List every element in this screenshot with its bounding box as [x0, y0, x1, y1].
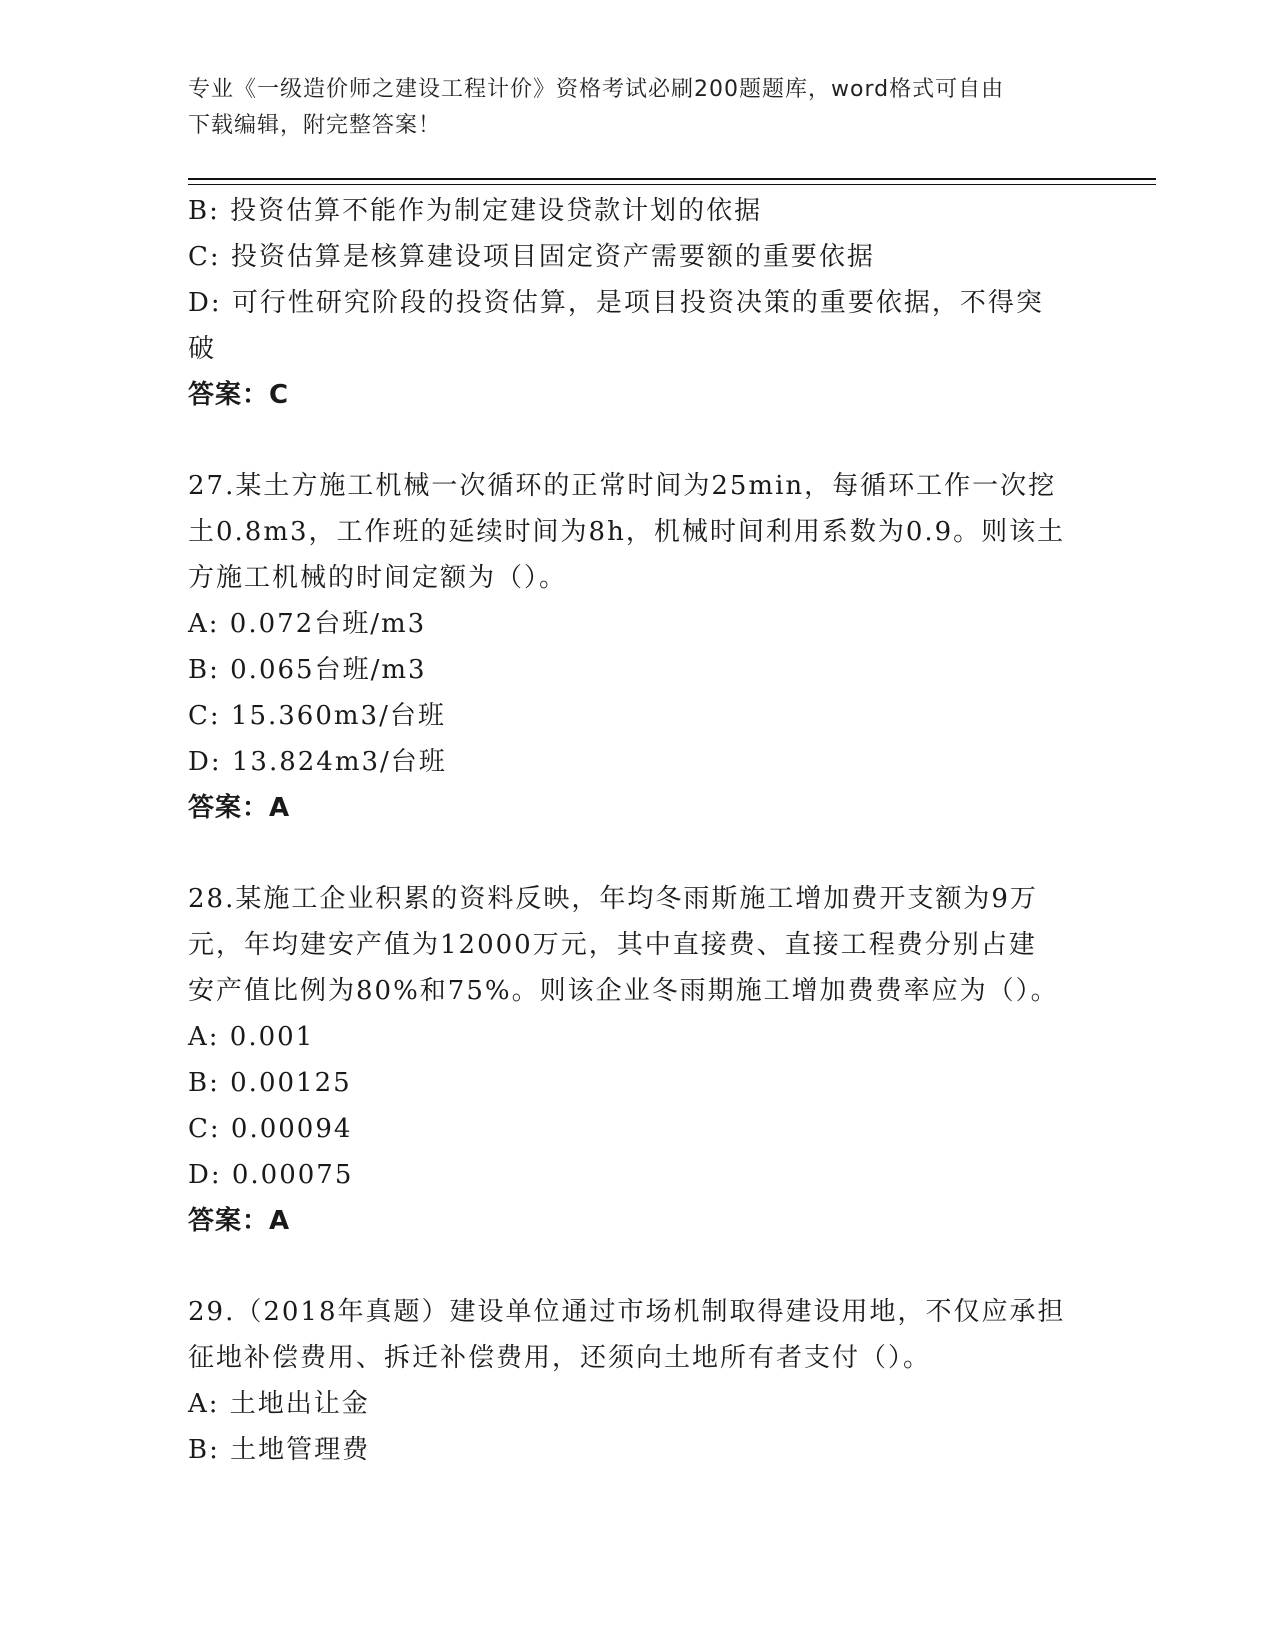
question-stem-line: 29.（2018年真题）建设单位通过市场机制取得建设用地，不仅应承担 [188, 1297, 1066, 1327]
header-divider-thick [188, 178, 1156, 180]
option-line: B: 土地管理费 [188, 1435, 371, 1465]
question-27 [188, 463, 1088, 831]
option-line: D: 可行性研究阶段的投资估算，是项目投资决策的重要依据，不得突 [188, 288, 1044, 318]
question-28 [188, 876, 1088, 1244]
question-stem-line: 安产值比例为80%和75%。则该企业冬雨期施工增加费费率应为（）。 [188, 976, 1059, 1006]
question-stem-line: 征地补偿费用、拆迁补偿费用，还须向土地所有者支付（）。 [188, 1343, 932, 1373]
document-body [188, 188, 1088, 1473]
option-line: C: 投资估算是核算建设项目固定资产需要额的重要依据 [188, 242, 875, 272]
option-line: D: 13.824m3/台班 [188, 747, 447, 777]
answer-line: 答案：A [188, 1206, 291, 1236]
header-line-2: 下载编辑，附完整答案！ [188, 113, 442, 138]
page-header [188, 72, 1078, 144]
option-line: D: 0.00075 [188, 1160, 354, 1190]
option-line: C: 0.00094 [188, 1114, 353, 1144]
option-line: B: 投资估算不能作为制定建设贷款计划的依据 [188, 196, 763, 226]
header-line-1: 专业《一级造价师之建设工程计价》资格考试必刷200题题库，word格式可自由 [188, 77, 1005, 102]
option-line: B: 0.065台班/m3 [188, 655, 427, 685]
answer-line: 答案：C [188, 380, 290, 410]
question-stem-line: 土0.8m3，工作班的延续时间为8h，机械时间利用系数为0.9。则该土 [188, 517, 1066, 547]
question-26-fragment [188, 188, 1088, 418]
question-stem-line: 28.某施工企业积累的资料反映，年均冬雨斯施工增加费开支额为9万 [188, 884, 1038, 914]
option-line: C: 15.360m3/台班 [188, 701, 446, 731]
header-divider-thin [188, 184, 1156, 185]
question-stem-line: 元，年均建安产值为12000万元，其中直接费、直接工程费分别占建 [188, 930, 1037, 960]
option-line: B: 0.00125 [188, 1068, 352, 1098]
question-29 [188, 1289, 1088, 1473]
option-line: A: 0.001 [188, 1022, 315, 1052]
question-stem-line: 27.某土方施工机械一次循环的正常时间为25min，每循环工作一次挖 [188, 471, 1057, 501]
answer-line: 答案：A [188, 793, 291, 823]
option-line: A: 土地出让金 [188, 1389, 370, 1419]
option-line: 破 [188, 334, 217, 364]
question-stem-line: 方施工机械的时间定额为（）。 [188, 563, 568, 593]
option-line: A: 0.072台班/m3 [188, 609, 427, 639]
